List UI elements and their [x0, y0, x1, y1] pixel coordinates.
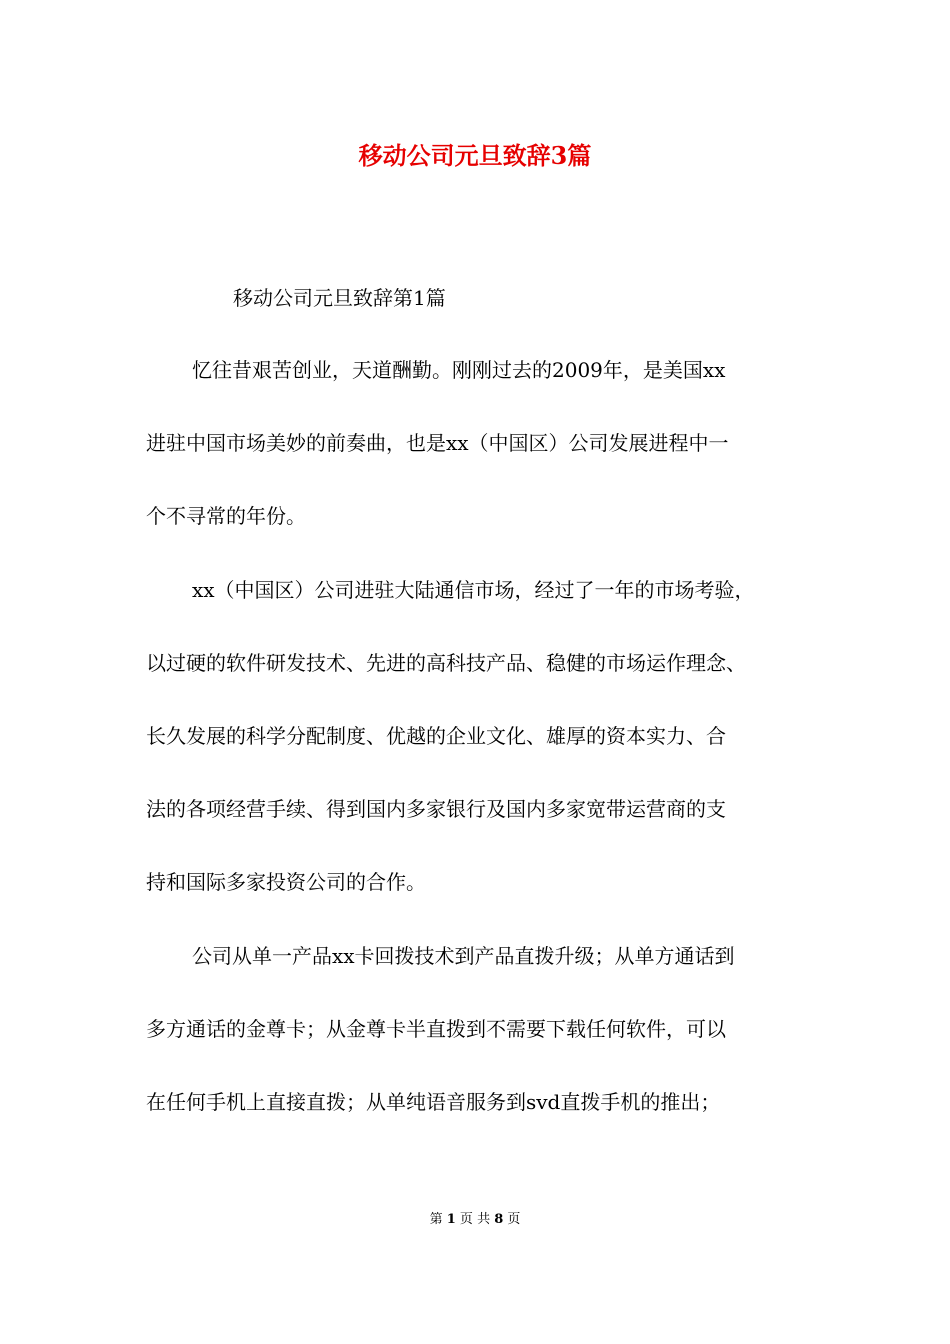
paragraph-line: 公司从单一产品xx卡回拨技术到产品直拨升级；从单方通话到	[192, 944, 735, 968]
footer-page-label: 第	[429, 1212, 443, 1227]
footer-total-label: 共	[477, 1212, 491, 1227]
paragraph-line: 持和国际多家投资公司的合作。	[146, 870, 426, 894]
paragraph-line: 以过硬的软件研发技术、先进的高科技产品、稳健的市场运作理念、	[146, 651, 746, 675]
document-title: 移动公司元旦致辞3篇	[358, 141, 592, 170]
footer-total-pages: 8	[494, 1212, 504, 1227]
footer-total-unit: 页	[507, 1212, 521, 1227]
paragraph-line: 多方通话的金尊卡；从金尊卡半直拨到不需要下载任何软件，可以	[146, 1017, 726, 1041]
paragraph-line: 进驻中国市场美妙的前奏曲，也是xx（中国区）公司发展进程中一	[146, 431, 729, 455]
paragraph-line: 法的各项经营手续、得到国内多家银行及国内多家宽带运营商的支	[146, 797, 726, 821]
paragraph-line: 长久发展的科学分配制度、优越的企业文化、雄厚的资本实力、合	[146, 724, 726, 748]
paragraph-line: 在任何手机上直接直拨；从单纯语音服务到svd直拨手机的推出；	[146, 1090, 721, 1114]
section-heading: 移动公司元旦致辞第1篇	[233, 286, 446, 310]
footer-page-unit: 页	[459, 1212, 473, 1227]
paragraph-line: 忆往昔艰苦创业，天道酬勤。刚刚过去的2009年，是美国xx	[192, 358, 726, 382]
page-footer	[0, 1208, 950, 1227]
paragraph-line: xx（中国区）公司进驻大陆通信市场，经过了一年的市场考验，	[192, 578, 755, 602]
paragraph-line: 个不寻常的年份。	[146, 504, 306, 528]
footer-page-number: 1	[446, 1212, 456, 1227]
